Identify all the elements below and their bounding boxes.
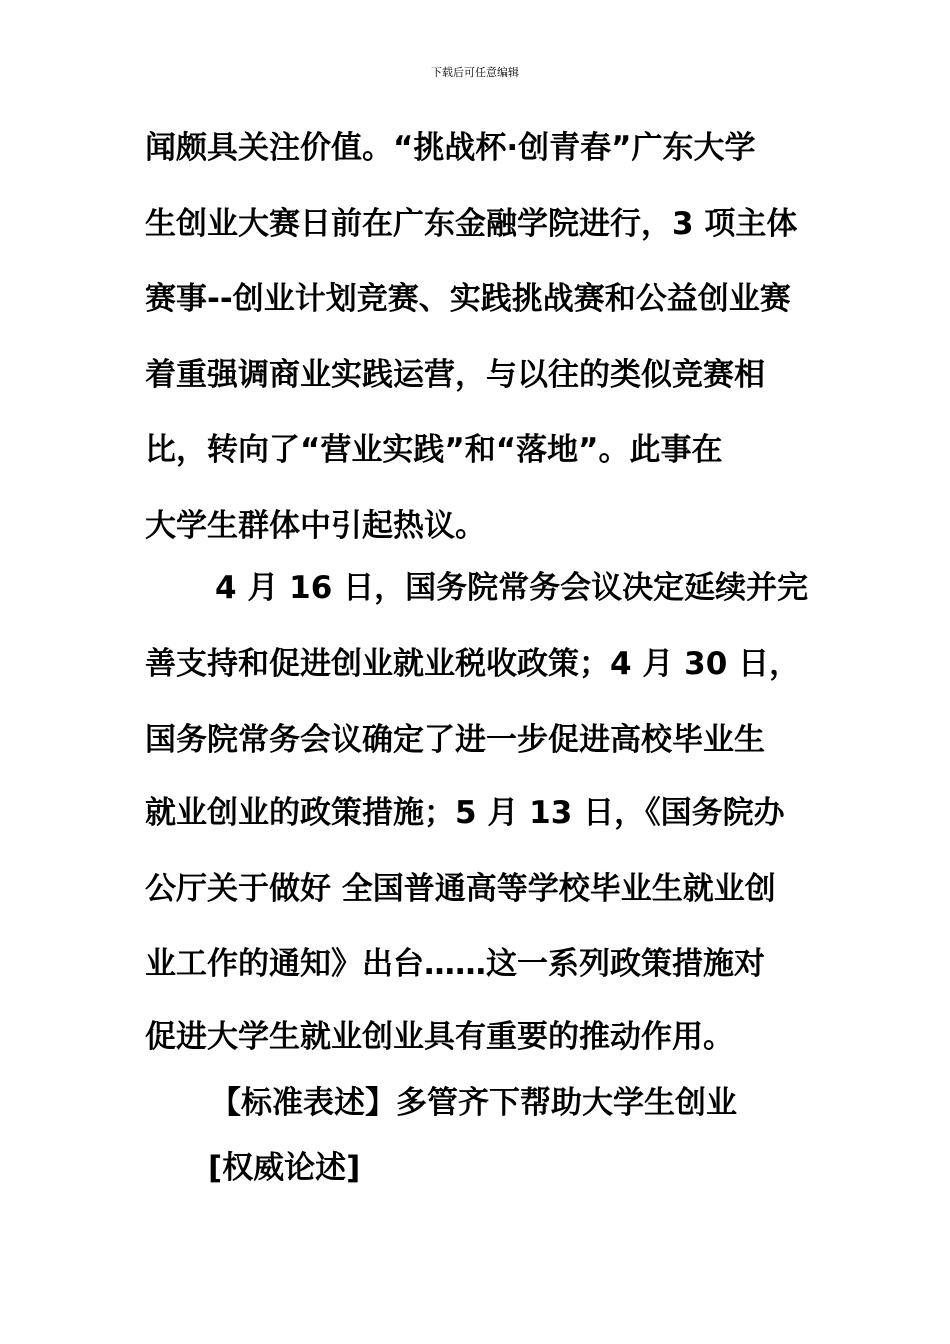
paragraph-line: 闻颇具关注价值。“挑战杯·创青春”广东大学: [145, 130, 756, 166]
paragraph-line: 国务院常务会议确定了进一步促进高校毕业生: [145, 722, 765, 758]
paragraph-line: 4 月 16 日，国务院常务会议决定延续并完: [215, 570, 809, 606]
page-header: 下载后可任意编辑: [431, 66, 519, 79]
paragraph-line: 公厅关于做好 全国普通高等学校毕业生就业创: [145, 871, 776, 907]
paragraph-line: 促进大学生就业创业具有重要的推动作用。: [145, 1019, 734, 1055]
paragraph-line: 赛事--创业计划竞赛、实践挑战赛和公益创业赛: [145, 281, 791, 317]
paragraph-line: 善支持和促进创业就业税收政策；4 月 30 日，: [145, 646, 801, 682]
paragraph-line: 业工作的通知》出台……这一系列政策措施对: [145, 946, 765, 982]
subsection-heading: [权威论述]: [208, 1150, 361, 1186]
paragraph-line: 比，转向了“营业实践”和“落地”。此事在: [145, 432, 723, 468]
paragraph-line: 大学生群体中引起热议。: [145, 508, 486, 544]
paragraph-line: 着重强调商业实践运营，与以往的类似竞赛相: [145, 357, 765, 393]
section-heading: 【标准表述】多管齐下帮助大学生创业: [210, 1085, 737, 1121]
paragraph-line: 生创业大赛日前在广东金融学院进行，3 项主体: [145, 206, 798, 242]
paragraph-line: 就业创业的政策措施；5 月 13 日，《国务院办: [145, 795, 785, 831]
